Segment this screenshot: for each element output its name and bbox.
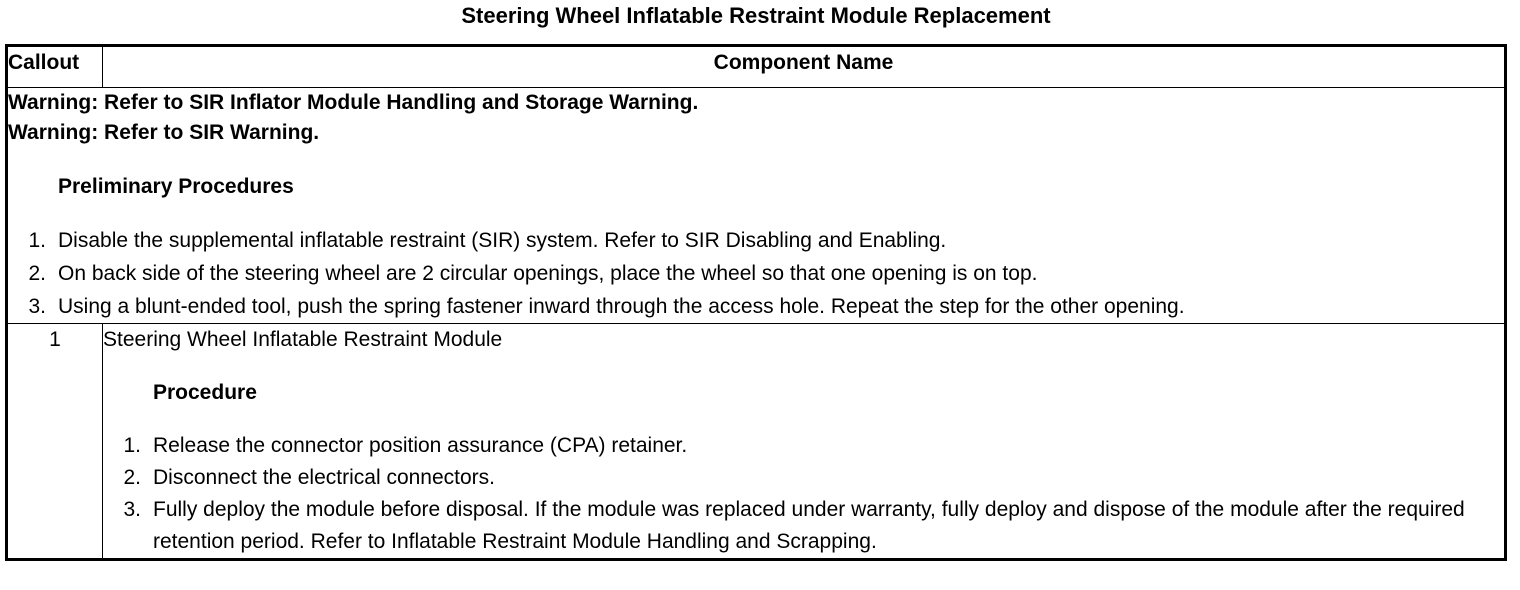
step-text: Release the connector position assurance (CPA) retainer. (153, 434, 688, 457)
list-item (103, 430, 1504, 462)
list-item (103, 462, 1504, 494)
preliminary-procedures-heading: Preliminary Procedures (58, 175, 294, 198)
warning-sir: Warning: Refer to SIR Warning. (8, 121, 320, 144)
preliminary-row (7, 88, 1506, 324)
step-number: 3. (28, 295, 46, 318)
step-text: On back side of the steering wheel are 2 circular openings, place the wheel so that one opening is on top. (58, 262, 1038, 285)
component-cell (103, 324, 1506, 560)
procedure-heading: Procedure (153, 381, 257, 404)
callout-number: 1 (7, 324, 103, 560)
table-header-row (7, 46, 1506, 88)
list-item (8, 290, 1504, 323)
list-item (8, 224, 1504, 257)
table-row (7, 324, 1506, 560)
component-name: Steering Wheel Inflatable Restraint Module (103, 328, 503, 351)
preliminary-steps-list (8, 224, 1504, 323)
component-name-header: Component Name (103, 46, 1506, 88)
list-item (8, 257, 1504, 290)
step-number: 2. (28, 262, 46, 285)
list-item (103, 494, 1504, 558)
page-title: Steering Wheel Inflatable Restraint Module Replacement (461, 3, 1051, 28)
step-text: Fully deploy the module before disposal. If the module was replaced under warranty, fully deploy and dispose of the module after the required retention period. Refer to Inflatable Restraint Module Handling and Scrapping. (153, 498, 1465, 553)
procedure-steps-list (103, 430, 1504, 558)
step-number: 3. (123, 498, 141, 521)
step-text: Disconnect the electrical connectors. (153, 466, 495, 489)
procedure-table (5, 44, 1507, 561)
step-number: 1. (123, 434, 141, 457)
step-number: 2. (123, 466, 141, 489)
warning-handling-storage: Warning: Refer to SIR Inflator Module Handling and Storage Warning. (8, 91, 699, 114)
step-text: Using a blunt-ended tool, push the spring fastener inward through the access hole. Repeat the step for the other opening. (58, 295, 1185, 318)
step-number: 1. (28, 229, 46, 252)
preliminary-cell (7, 88, 1506, 324)
step-text: Disable the supplemental inflatable restraint (SIR) system. Refer to SIR Disabling and Enabling. (58, 229, 947, 252)
callout-header: Callout (7, 46, 103, 88)
